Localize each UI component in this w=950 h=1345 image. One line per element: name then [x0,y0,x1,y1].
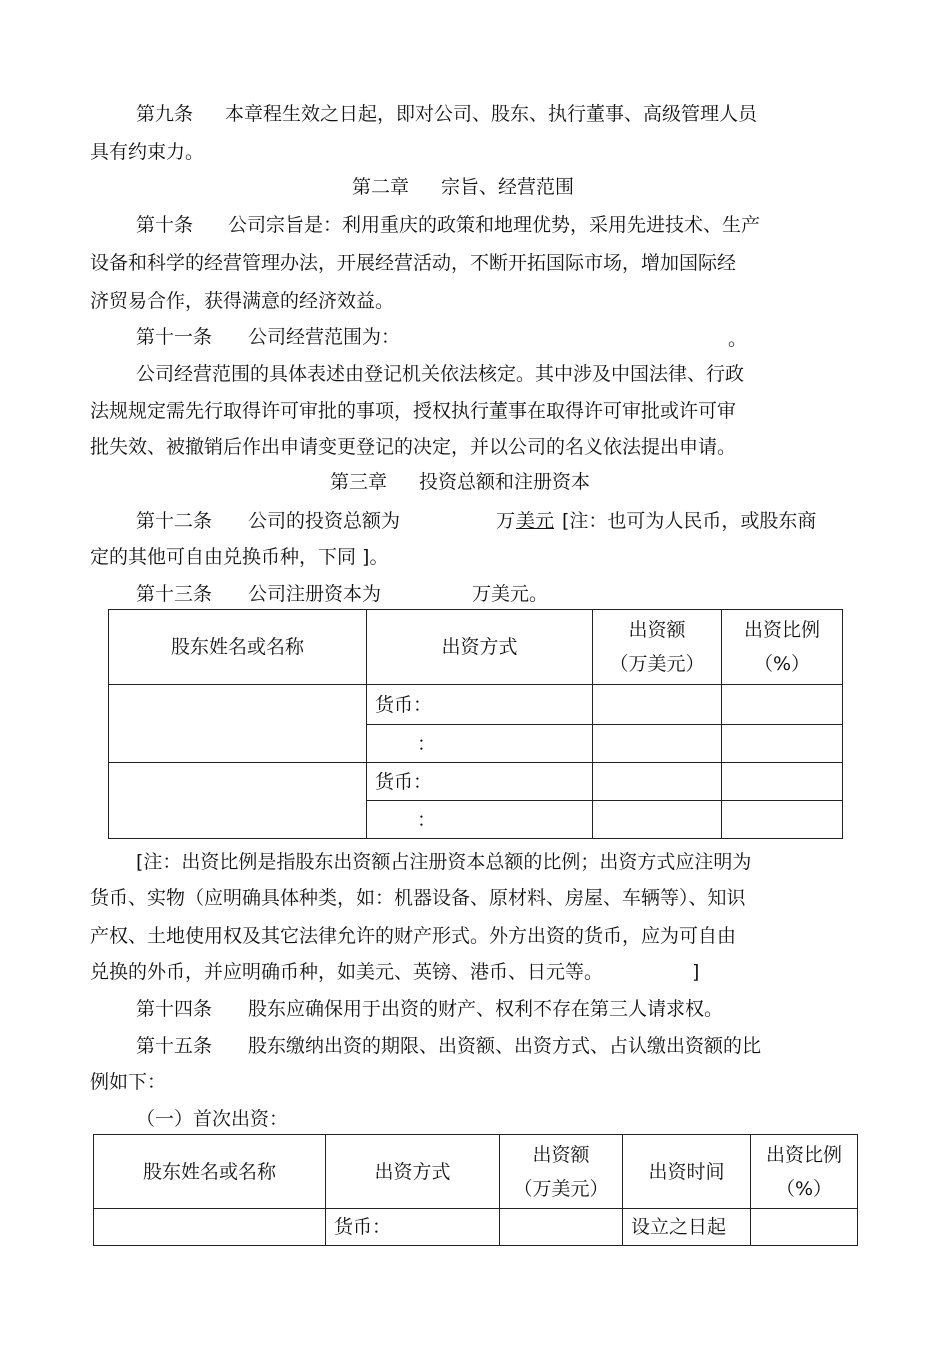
header-ratio-line-2: （%） [753,653,811,675]
article-9-line-2: 具有约束力。 [90,141,205,163]
article-13-text-b: 万美元。 [472,583,549,605]
shareholder-1-amount-cell[interactable] [593,685,722,725]
header-contribution-ratio [722,610,843,685]
header-ratio-line-2: （%） [775,1177,833,1200]
chapter-3-title: 投资总额和注册资本 [419,471,591,493]
article-15-line-1: 股东缴纳出资的期限、出资额、出资方式、占认缴出资额的比 [248,1035,762,1057]
article-12-text-b: 万 [496,510,516,532]
header-contribution-amount [500,1135,623,1209]
scope-line-3: 批失效、被撤销后作出申请变更登记的决定，并以公司的名义依法提出申请。 [90,436,737,458]
header-amount-line-1: 出资额 [628,619,686,641]
header-shareholder-name: 股东姓名或名称 [109,610,367,685]
chapter-2-title: 宗旨、经营范围 [441,176,575,198]
article-12-unit-usd: 美元 [516,510,555,532]
article-10-line-1: 公司宗旨是：利用重庆的政策和地理优势，采用先进技术、生产 [228,214,761,236]
shareholder-1-other-method-label: ： [367,725,593,763]
first-ratio-cell[interactable] [751,1209,858,1246]
header-contribution-method: 出资方式 [326,1135,500,1209]
article-12-note: [注：也可为人民币，或股东商 [562,510,817,532]
article-15-line-2: 例如下： [90,1071,167,1093]
article-12-line-2: 定的其他可自由兑换币种，下同 ]。 [90,546,389,568]
shareholder-2-other-amount-cell[interactable] [593,801,722,839]
note-line-4: 兑换的外币，并应明确币种，如美元、英镑、港币、日元等。 [90,961,604,983]
article-13-heading: 第十三条 [136,583,213,605]
note-line-1: [注：出资比例是指股东出资额占注册资本总额的比例；出资方式应注明为 [136,851,752,873]
scope-line-1: 公司经营范围的具体表述由登记机关依法核定。其中涉及中国法律、行政 [136,363,745,385]
shareholder-2-name-cell[interactable] [109,763,367,839]
article-12-heading: 第十二条 [136,510,213,532]
article-14-line-1: 股东应确保用于出资的财产、权利不存在第三人请求权。 [248,998,724,1020]
header-ratio-line-1: 出资比例 [743,619,820,641]
header-contribution-time: 出资时间 [623,1135,751,1209]
article-11-heading: 第十一条 [136,326,213,348]
header-amount-line-2: （万美元） [513,1177,609,1200]
header-amount-line-2: （万美元） [609,653,705,675]
note-line-3: 产权、土地使用权及其它法律允许的财产形式。外方出资的货币，应为可自由 [90,925,737,947]
shareholder-2-amount-cell[interactable] [593,763,722,801]
article-13-text-a: 公司注册资本为 [248,583,382,605]
shareholder-2-other-ratio-cell[interactable] [722,801,843,839]
header-contribution-amount [593,610,722,685]
first-contribution-label: （一）首次出资： [136,1108,289,1130]
shareholder-2-currency-label: 货币： [367,763,593,801]
shareholder-2-ratio-cell[interactable] [722,763,843,801]
shareholder-2-other-method-label: ： [367,801,593,839]
header-contribution-method: 出资方式 [367,610,593,685]
header-ratio-line-1: 出资比例 [765,1143,842,1166]
article-9-line-1: 本章程生效之日起，即对公司、股东、执行董事、高级管理人员 [225,103,758,125]
article-10-heading: 第十条 [136,214,194,236]
header-shareholder-name: 股东姓名或名称 [94,1135,326,1209]
first-amount-cell[interactable] [500,1209,623,1246]
chapter-3-heading: 第三章 [330,471,388,493]
article-10-line-2: 设备和科学的经营管理办法，开展经营活动，不断开拓国际市场，增加国际经 [90,252,737,274]
article-14-heading: 第十四条 [136,998,213,1020]
header-amount-line-1: 出资额 [532,1143,590,1166]
shareholder-1-other-amount-cell[interactable] [593,725,722,763]
shareholder-1-name-cell[interactable] [109,685,367,763]
first-shareholder-name-cell[interactable] [94,1209,326,1246]
first-currency-label: 货币： [326,1209,500,1246]
article-11-end-mark: 。 [728,328,748,350]
capital-table [108,609,843,839]
scope-line-2: 法规规定需先行取得许可审批的事项，授权执行董事在取得许可审批或许可审 [90,400,737,422]
article-9-heading: 第九条 [136,103,194,125]
header-contribution-ratio [751,1135,858,1209]
article-12-text-a: 公司的投资总额为 [248,510,401,532]
first-contribution-table [93,1134,858,1246]
chapter-2-heading: 第二章 [352,176,410,198]
article-15-heading: 第十五条 [136,1035,213,1057]
article-10-line-3: 济贸易合作，获得满意的经济效益。 [90,290,395,312]
shareholder-1-other-ratio-cell[interactable] [722,725,843,763]
note-close-bracket: ] [692,961,700,983]
shareholder-1-currency-label: 货币： [367,685,593,725]
article-11-line-1: 公司经营范围为： [248,326,401,348]
note-line-2: 货币、实物（应明确具体种类，如：机器设备、原材料、房屋、车辆等）、知识 [90,887,746,909]
first-time-label: 设立之日起 [623,1209,751,1246]
shareholder-1-ratio-cell[interactable] [722,685,843,725]
